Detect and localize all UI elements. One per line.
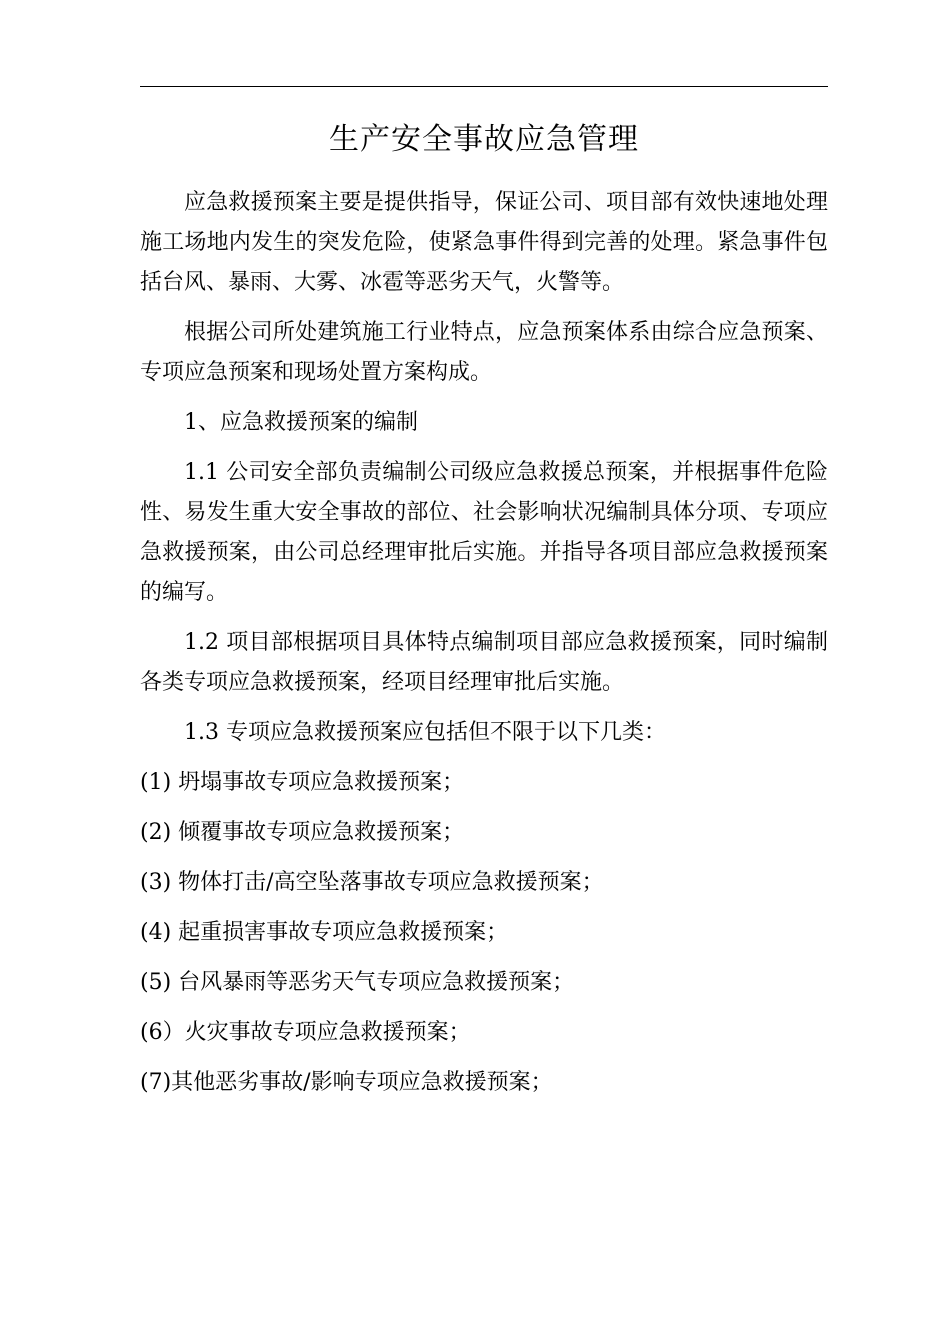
header-rule — [140, 86, 828, 87]
paragraph-system: 根据公司所处建筑施工行业特点，应急预案体系由综合应急预案、专项应急预案和现场处置方案构成。 — [140, 320, 828, 385]
section-heading: 1、应急救援预案的编制 — [184, 410, 418, 435]
document-page — [140, 0, 828, 1344]
list-item: (4) 起重损害事故专项应急救援预案； — [140, 920, 509, 945]
paragraph-intro: 应急救援预案主要是提供指导，保证公司、项目部有效快速地处理施工场地内发生的突发危险，使紧急事件得到完善的处理。紧急事件包括台风、暴雨、大雾、冰雹等恶劣天气，火警等。 — [140, 190, 828, 295]
list-item: (6）火灾事故专项应急救援预案； — [140, 1020, 471, 1045]
list-item: (7)其他恶劣事故/影响专项应急救援预案； — [140, 1070, 553, 1095]
paragraph-1-1: 1.1 公司安全部负责编制公司级应急救援总预案，并根据事件危险性、易发生重大安全事故的部位、社会影响状况编制具体分项、专项应急救援预案，由公司总经理审批后实施。并指导各项目部应急救援预案的编写。 — [140, 460, 828, 605]
list-item: (5) 台风暴雨等恶劣天气专项应急救援预案； — [140, 970, 575, 995]
list-item: (1) 坍塌事故专项应急救援预案； — [140, 770, 465, 795]
list-item: (3) 物体打击/高空坠落事故专项应急救援预案； — [140, 870, 604, 895]
document-body — [140, 183, 828, 1113]
paragraph-1-2: 1.2 项目部根据项目具体特点编制项目部应急救援预案，同时编制各类专项应急救援预案，经项目经理审批后实施。 — [140, 630, 828, 695]
paragraph-1-3: 1.3 专项应急救援预案应包括但不限于以下几类： — [184, 720, 666, 745]
list-item: (2) 倾覆事故专项应急救援预案； — [140, 820, 465, 845]
page-title: 生产安全事故应急管理 — [329, 122, 639, 157]
